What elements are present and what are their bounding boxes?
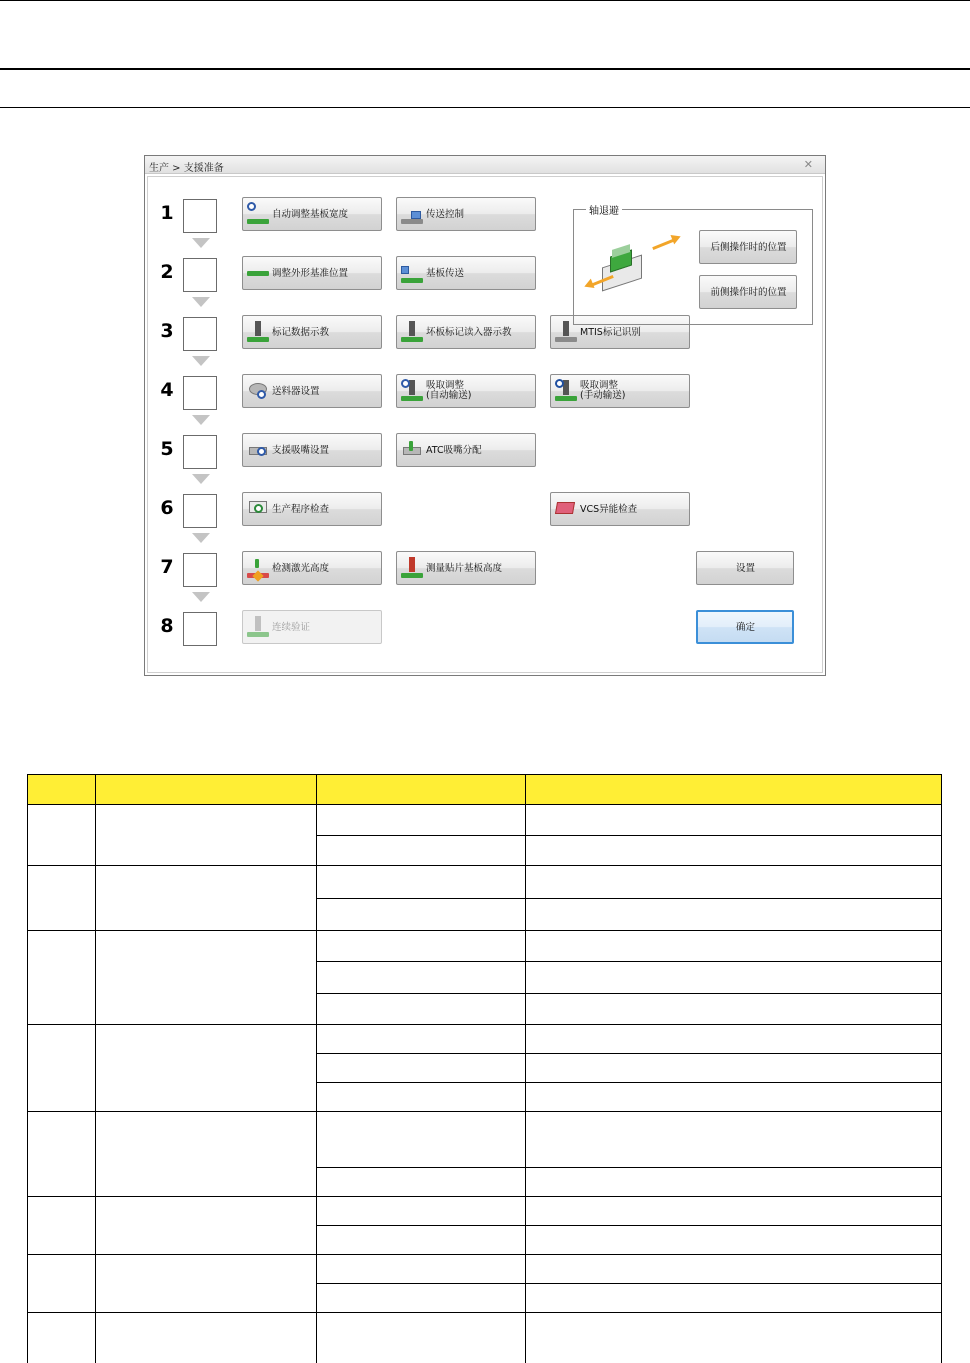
table-cell [526,1054,942,1083]
function-table [27,774,942,1363]
table-header-cell [96,775,317,805]
table-cell [317,1313,526,1363]
table-cell [526,994,942,1025]
board-transfer-icon [399,260,425,286]
atc-nozzle-icon [399,437,425,463]
table-cell [28,866,96,931]
vcs-check-button[interactable] [550,492,690,526]
step-checkbox-3[interactable] [183,317,217,351]
adjust-reference-label: 调整外形基准位置 [272,267,349,279]
table-header-cell [28,775,96,805]
table-cell [317,1054,526,1083]
pickup-auto-button[interactable] [396,374,536,408]
table-cell [526,1025,942,1054]
program-check-button[interactable] [242,492,382,526]
table-cell [526,931,942,962]
laser-height-icon [245,555,271,581]
atc-nozzle-button[interactable] [396,433,536,467]
table-cell [526,1112,942,1168]
table-cell [526,962,942,994]
step-arrow-5 [192,474,210,484]
step-arrow-1 [192,238,210,248]
step-checkbox-2[interactable] [183,258,217,292]
step-checkbox-5[interactable] [183,435,217,469]
table-cell [96,1025,317,1112]
table-cell [526,1313,942,1363]
table-header-cell [317,775,526,805]
pickup-manual-icon [553,378,579,404]
board-transfer-label: 基板传送 [426,267,465,279]
laser-height-label: 检测激光高度 [272,562,330,574]
settings-label: 设置 [735,562,755,574]
continuous-verify-button[interactable] [242,610,382,644]
step-number-5: 5 [160,438,174,460]
vcs-check-label: VCS异能检查 [580,503,638,515]
top-rule [0,0,970,1]
table-cell [526,1083,942,1112]
front-position-label: 前侧操作时的位置 [710,286,787,298]
table-cell [317,1112,526,1168]
continuous-verify-label: 连续验证 [272,621,311,633]
dialog-content [147,176,823,673]
table-cell [28,1112,96,1197]
table-cell [96,1112,317,1197]
step-checkbox-8[interactable] [183,612,217,646]
step-number-3: 3 [160,320,174,342]
auto-width-adjust-icon [245,201,271,227]
table-cell [28,1313,96,1363]
bad-mark-reader-button[interactable] [396,315,536,349]
step-checkbox-6[interactable] [183,494,217,528]
feeder-setup-icon [245,378,271,404]
program-check-label: 生产程序检查 [272,503,330,515]
table-cell [526,1284,942,1313]
table-cell [526,866,942,899]
support-nozzle-icon [245,437,271,463]
table-cell [317,1025,526,1054]
close-icon[interactable]: ✕ [803,158,813,171]
program-check-icon [245,496,271,522]
table-cell [526,899,942,931]
auto-width-adjust-button[interactable] [242,197,382,231]
support-prep-dialog [144,155,826,676]
table-cell [28,1025,96,1112]
support-nozzle-button[interactable] [242,433,382,467]
table-cell [317,1197,526,1226]
table-cell [317,836,526,866]
table-row [28,805,942,836]
table-cell [317,1168,526,1197]
table-cell [96,1313,317,1363]
step-arrow-6 [192,533,210,543]
table-row [28,931,942,962]
table-cell [317,899,526,931]
step-number-8: 8 [160,615,174,637]
rear-position-label: 后侧操作时的位置 [710,241,787,253]
step-arrow-4 [192,415,210,425]
table-cell [28,1197,96,1255]
transfer-control-icon [399,201,425,227]
table-cell [96,1255,317,1313]
transfer-control-label: 传送控制 [426,208,465,220]
header-bottom-rule [0,107,970,108]
transfer-control-button[interactable] [396,197,536,231]
rear-position-button[interactable] [699,230,797,264]
table-cell [526,1197,942,1226]
pickup-manual-label: 吸取调整 (手动输送) [580,380,626,401]
table-cell [317,962,526,994]
atc-nozzle-label: ATC吸嘴分配 [426,444,482,456]
ok-button[interactable] [696,610,794,644]
axis-retreat-title: 轴退避 [586,202,622,217]
measure-height-button[interactable] [396,551,536,585]
bad-mark-reader-icon [399,319,425,345]
step-checkbox-4[interactable] [183,376,217,410]
front-position-button[interactable] [699,275,797,309]
ok-label: 确定 [735,621,755,633]
adjust-reference-button[interactable] [242,256,382,290]
continuous-verify-icon [245,614,271,640]
auto-width-adjust-label: 自动调整基板宽度 [272,208,349,220]
header-rule [0,68,970,70]
step-checkbox-1[interactable] [183,199,217,233]
table-cell [317,931,526,962]
table-row [28,1313,942,1363]
table-cell [28,931,96,1025]
mark-teach-label: 标记数据示教 [272,326,330,338]
table-row [28,1112,942,1168]
table-cell [28,1255,96,1313]
table-cell [28,805,96,866]
table-cell [526,1255,942,1284]
step-arrow-2 [192,297,210,307]
board-transfer-button[interactable] [396,256,536,290]
reference-adjust-icon [245,260,271,286]
table-row [28,1255,942,1284]
step-number-2: 2 [160,261,174,283]
table-cell [526,1226,942,1255]
laser-height-button[interactable] [242,551,382,585]
pickup-auto-icon [399,378,425,404]
table-cell [317,1255,526,1284]
table-cell [96,1197,317,1255]
measure-height-icon [399,555,425,581]
machine-icon [594,247,650,289]
table-cell [526,836,942,866]
step-number-6: 6 [160,497,174,519]
pickup-auto-label: 吸取调整 (自动输送) [426,380,472,401]
table-cell [317,1284,526,1313]
table-row [28,1197,942,1226]
support-nozzle-label: 支援吸嘴设置 [272,444,330,456]
mark-teach-button[interactable] [242,315,382,349]
step-number-7: 7 [160,556,174,578]
table-header-row [28,775,942,805]
table-cell [96,931,317,1025]
bad-mark-reader-label: 坏板标记读入器示教 [426,326,512,338]
table-cell [96,805,317,866]
table-header-cell [526,775,942,805]
table-cell [96,866,317,931]
table-cell [317,805,526,836]
feeder-setup-button[interactable] [242,374,382,408]
dialog-title: 生产 > 支援准备 [149,163,224,174]
step-checkbox-7[interactable] [183,553,217,587]
feeder-setup-label: 送料器设置 [272,385,320,397]
step-number-4: 4 [160,379,174,401]
step-arrow-7 [192,592,210,602]
step-number-1: 1 [160,202,174,224]
table-cell [526,805,942,836]
table-cell [317,1226,526,1255]
table-row [28,866,942,899]
settings-button[interactable] [696,551,794,585]
mtis-mark-label: MTIS标记识别 [580,326,641,338]
table-row [28,1025,942,1054]
table-cell [317,994,526,1025]
mark-teach-icon [245,319,271,345]
step-arrow-3 [192,356,210,366]
table-cell [317,1083,526,1112]
measure-height-label: 测量贴片基板高度 [426,562,503,574]
table-cell [317,866,526,899]
vcs-check-icon [553,496,579,522]
table-cell [526,1168,942,1197]
pickup-manual-button[interactable] [550,374,690,408]
dialog-titlebar[interactable] [145,156,825,174]
